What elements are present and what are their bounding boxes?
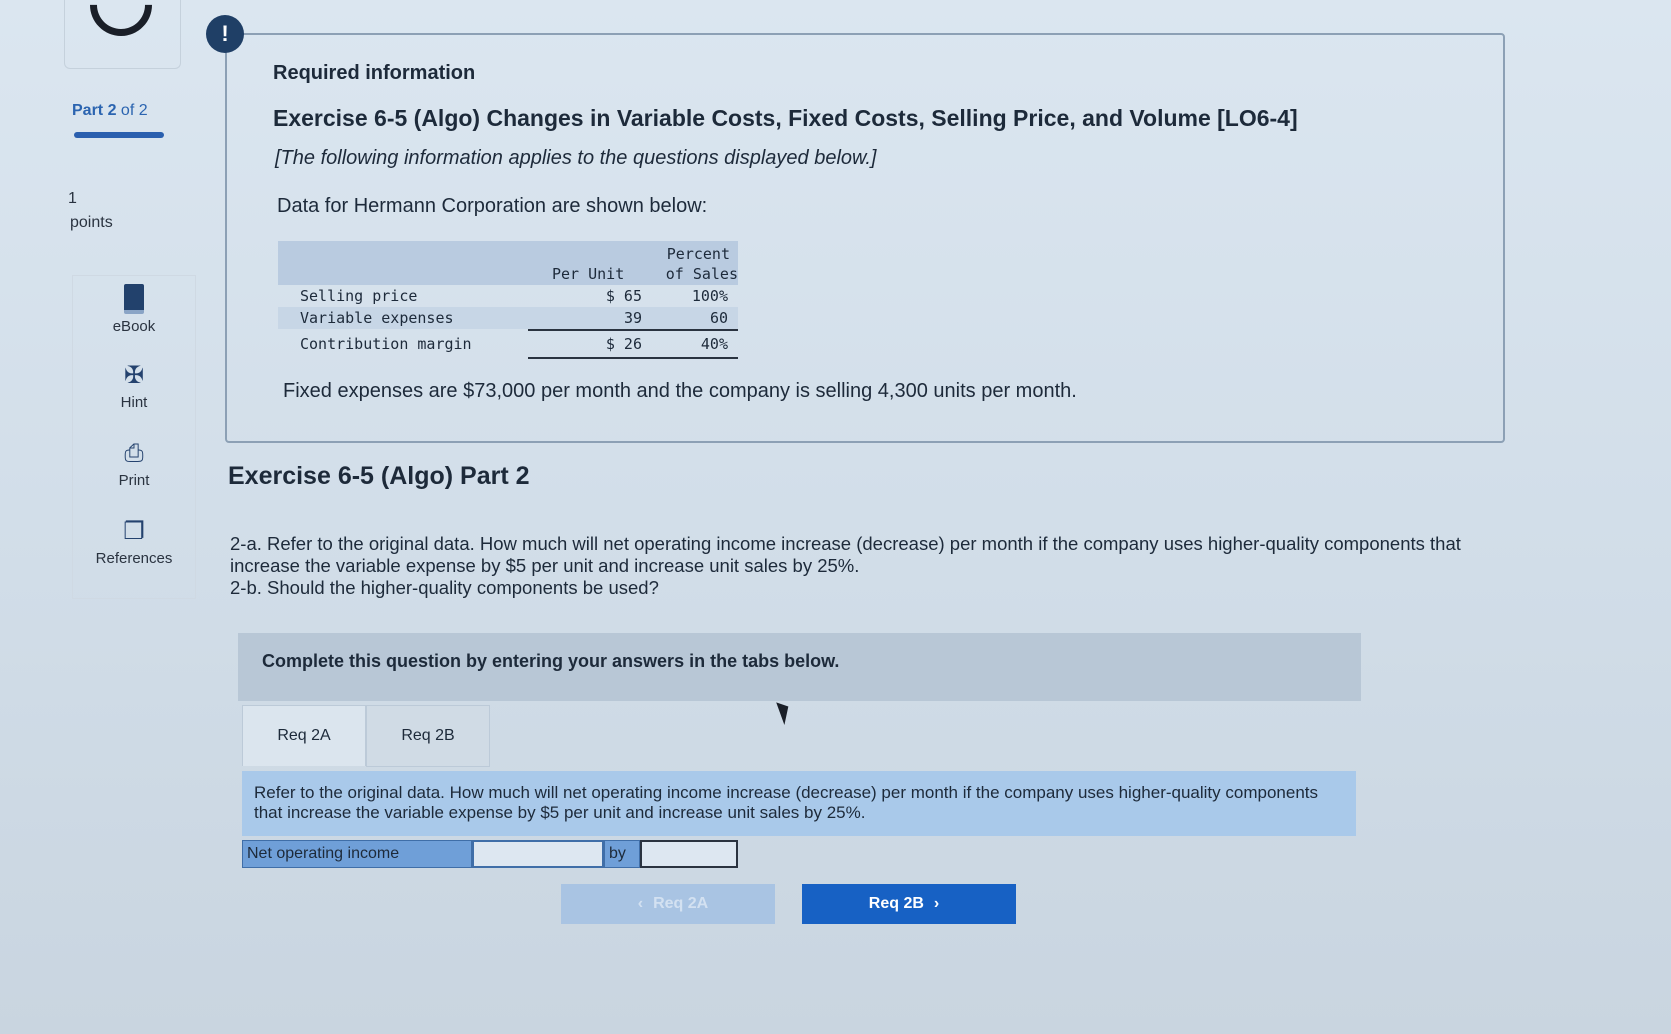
lifebuoy-icon: ✠ — [123, 362, 145, 389]
fixed-expenses-text: Fixed expenses are $73,000 per month and the company is selling 4,300 units per month. — [283, 380, 1077, 402]
by-label: by — [604, 840, 640, 868]
book-icon — [124, 284, 144, 314]
printer-icon: ⎙ — [124, 440, 144, 467]
question-text — [230, 533, 1490, 599]
required-info-heading: Required information — [273, 62, 476, 84]
hint-button[interactable] — [73, 362, 195, 411]
table-row — [278, 333, 738, 355]
exercise-title: Exercise 6-5 (Algo) Changes in Variable Costs, Fixed Costs, Selling Price, and Volume [LO6-4] — [273, 105, 1298, 131]
row-per-unit: 39 — [623, 309, 642, 327]
row-percent: 100% — [691, 287, 728, 305]
next-req-button[interactable] — [802, 884, 1016, 924]
references-label: References — [95, 550, 173, 567]
chevron-right-icon: › — [933, 895, 940, 912]
row-percent: 60 — [709, 309, 728, 327]
row-label: Contribution margin — [300, 335, 472, 353]
next-label: Req 2B — [868, 895, 924, 912]
ebook-button[interactable] — [73, 284, 195, 335]
tab-prompt — [242, 771, 1356, 836]
tab-req-2b[interactable]: Req 2B — [366, 705, 490, 767]
row-per-unit: $ 65 — [605, 287, 642, 305]
net-operating-income-input[interactable] — [472, 840, 604, 868]
instruction-text: Complete this question by entering your answers in the tabs below. — [262, 651, 840, 671]
ebook-label: eBook — [112, 318, 156, 335]
copy-icon: ❐ — [123, 518, 145, 545]
print-button[interactable] — [73, 440, 195, 489]
table-row — [278, 285, 738, 307]
table-header — [278, 241, 738, 285]
header-of-sales: of Sales — [665, 265, 738, 283]
net-operating-income-label: Net operating income — [242, 840, 472, 868]
row-label: Variable expenses — [300, 309, 454, 327]
points-value: 1 — [68, 190, 77, 207]
tab-req-2a[interactable]: Req 2A — [242, 705, 366, 766]
row-percent: 40% — [700, 335, 728, 353]
subtotal-line — [528, 329, 738, 331]
side-tools — [72, 275, 196, 599]
question-2a: 2-a. Refer to the original data. How much will net operating income increase (decrease) per month if the company uses higher-quality components that increase the variable expense by $5 per unit and increase unit sales by 25%. — [230, 533, 1461, 576]
part-of: of 2 — [120, 102, 148, 119]
tab-prompt-text: Refer to the original data. How much will net operating income increase (decrease) per month if the company uses higher-quality components that increase the variable expense by $5 per unit and increase unit sales by 25%. — [254, 783, 1318, 822]
mouse-cursor-icon — [776, 699, 794, 725]
hint-label: Hint — [120, 394, 148, 411]
references-button[interactable] — [73, 518, 195, 567]
table-row — [278, 307, 738, 329]
data-intro: Data for Hermann Corporation are shown below: — [277, 195, 708, 217]
instruction-banner — [238, 633, 1361, 701]
chevron-left-icon: ‹ — [637, 895, 644, 912]
alert-icon: ! — [206, 15, 244, 53]
print-label: Print — [118, 472, 150, 489]
applies-note: [The following information applies to the questions displayed below.] — [275, 147, 877, 169]
question-2b: 2-b. Should the higher-quality components be used? — [230, 577, 659, 598]
header-percent: Percent — [666, 245, 730, 263]
part-progress-bar — [74, 132, 164, 138]
points-label: points — [70, 214, 113, 231]
part2-title: Exercise 6-5 (Algo) Part 2 — [228, 462, 530, 490]
total-line — [528, 357, 738, 359]
row-label: Selling price — [300, 287, 418, 305]
prev-req-button[interactable] — [561, 884, 775, 924]
row-per-unit: $ 26 — [605, 335, 642, 353]
prev-label: Req 2A — [653, 895, 709, 912]
part-word: Part 2 — [72, 102, 117, 119]
header-per-unit: Per Unit — [552, 265, 625, 283]
part-indicator — [72, 102, 148, 120]
amount-input[interactable] — [640, 840, 738, 868]
